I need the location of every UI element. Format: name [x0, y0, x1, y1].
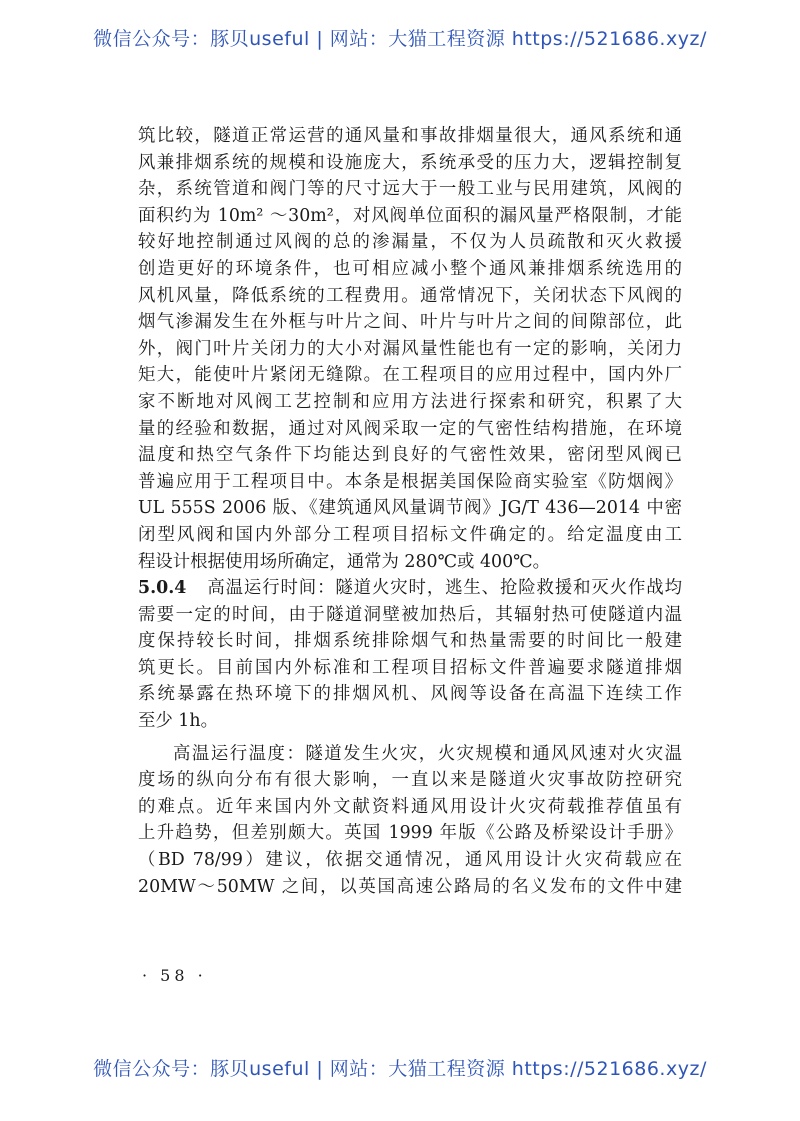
page-number: · 58 · — [142, 966, 207, 985]
text-line: 量的经验和数据，通过对风阀采取一定的气密性结构措施，在环境 — [138, 418, 682, 439]
text-line: 度场的纵向分布有很大影响，一直以来是隧道火灾事故防控研究 — [138, 770, 682, 791]
text-line: 至少 1h。 — [138, 711, 218, 732]
text-line: 杂，系统管道和阀门等的尺寸远大于一般工业与民用建筑，风阀的 — [138, 179, 682, 200]
text-line: 温度和热空气条件下均能达到良好的气密性效果，密闭型风阀已 — [138, 445, 682, 466]
text-line: 高温运行温度：隧道发生火灾，火灾规模和通风风速对火灾温 — [173, 743, 682, 764]
text-line: 需要一定的时间，由于隧道洞壁被加热后，其辐射热可使隧道内温 — [138, 604, 682, 625]
text-line: 普遍应用于工程项目中。本条是根据美国保险商实验室《防烟阀》 — [138, 471, 682, 492]
text-line: 闭型风阀和国内外部分工程项目招标文件确定的。给定温度由工 — [138, 524, 682, 545]
text-line: 创造更好的环境条件，也可相应减小整个通风兼排烟系统选用的 — [138, 258, 682, 279]
text-line: 风兼排烟系统的规模和设施庞大，系统承受的压力大，逻辑控制复 — [138, 152, 682, 173]
text-line: 的难点。近年来国内外文献资料通风用设计火灾荷载推荐值虽有 — [138, 796, 682, 817]
text-line: 面积约为 10m² ～30m²，对风阀单位面积的漏风量严格限制，才能 — [138, 205, 682, 226]
text-line: 系统暴露在热环境下的排烟风机、风阀等设备在高温下连续工作 — [138, 684, 682, 705]
text-line: UL 555S 2006 版、《建筑通风风量调节阀》JG/T 436—2014 中密 — [138, 498, 682, 519]
text-line: 矩大，能使叶片紧闭无缝隙。在工程项目的应用过程中，国内外厂 — [138, 365, 682, 386]
section-number: 5.0.4 — [138, 578, 187, 599]
text-line: 烟气渗漏发生在外框与叶片之间、叶片与叶片之间的间隙部位，此 — [138, 312, 682, 333]
section-first-line — [138, 575, 682, 602]
text-line: 较好地控制通过风阀的总的渗漏量，不仅为人员疏散和灭火救援 — [138, 232, 682, 253]
text-line: 上升趋势，但差别颇大。英国 1999 年版《公路及桥梁设计手册》 — [138, 823, 682, 844]
section-text: 高温运行时间：隧道火灾时，逃生、抢险救援和灭火作战均 — [206, 578, 682, 599]
text-line: 家不断地对风阀工艺控制和应用方法进行探索和研究，积累了大 — [138, 391, 682, 412]
watermark-top: 微信公众号：豚贝useful | 网站：大猫工程资源 https://521686.xyz/ — [93, 28, 707, 50]
text-line: 筑更长。目前国内外标准和工程项目招标文件普遍要求隧道排烟 — [138, 657, 682, 678]
text-line: 程设计根据使用场所确定，通常为 280℃或 400℃。 — [138, 551, 550, 572]
text-line: 20MW～50MW 之间，以英国高速公路局的名义发布的文件中建 — [138, 876, 682, 897]
text-line: 外，阀门叶片关闭力的大小对漏风量性能也有一定的影响，关闭力 — [138, 338, 682, 359]
text-line: 度保持较长时间，排烟系统排除烟气和热量需要的时间比一般建 — [138, 631, 682, 652]
document-body — [138, 123, 682, 900]
text-line: 筑比较，隧道正常运营的通风量和事故排烟量很大，通风系统和通 — [138, 126, 682, 146]
text-line: （BD 78/99）建议，依据交通情况，通风用设计火灾荷载应在 — [138, 850, 682, 871]
watermark-bottom: 微信公众号：豚贝useful | 网站：大猫工程资源 https://521686.xyz/ — [93, 1058, 707, 1080]
text-line: 风机风量，降低系统的工程费用。通常情况下，关闭状态下风阀的 — [138, 285, 682, 306]
